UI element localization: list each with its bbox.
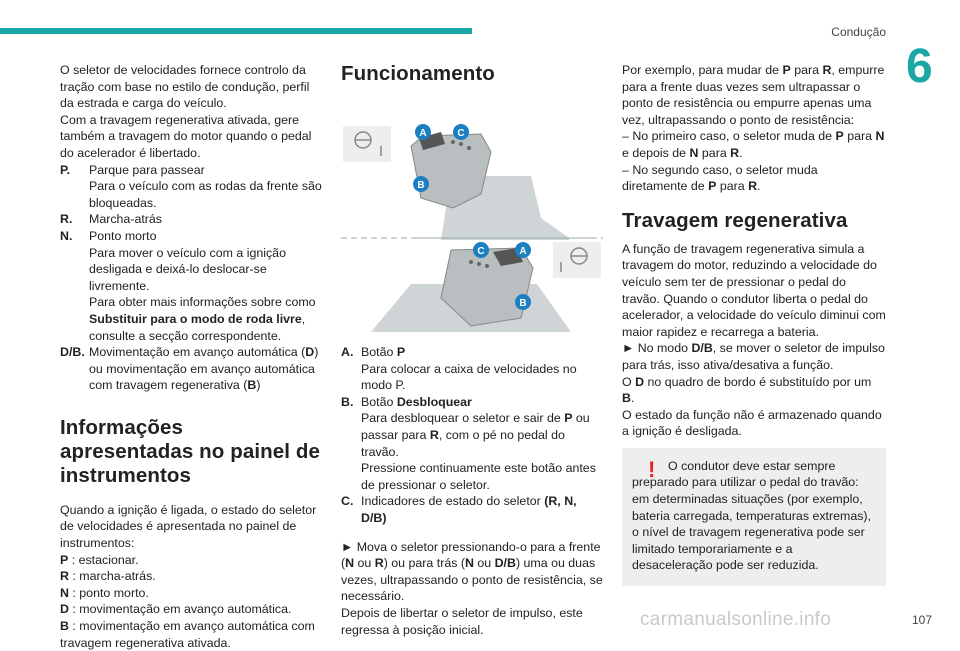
svg-text:A: A bbox=[419, 128, 427, 139]
watermark: carmanualsonline.info bbox=[640, 609, 832, 630]
panel-state-r: R : marcha-atrás. bbox=[60, 569, 156, 584]
panel-state-d: D : movimentação em avanço automática. bbox=[60, 602, 292, 617]
mode-item-p bbox=[60, 162, 322, 212]
instruction-paragraph: ► Mova o seletor pressionando-o para a frente (N ou R) ou para trás (N ou D/B) uma ou duas vezes, ultrapassando o ponto de resistência, se necessário. bbox=[341, 539, 603, 604]
page-number: 107 bbox=[912, 613, 933, 627]
steering-icon-top bbox=[343, 126, 391, 162]
intro-paragraph: Com a travagem regenerativa ativada, gere também a travagem do motor quando o pedal do acelerador é libertado. bbox=[60, 112, 312, 160]
svg-text:A: A bbox=[519, 246, 527, 257]
mode-title: Marcha-atrás bbox=[89, 212, 162, 227]
warning-text: O condutor deve estar sempre preparado para utilizar o pedal do travão: em determinadas situações (por exemplo, bateria carregada, temperaturas extremas), o nível de travagem regenerativa pode ser limitado temporariamente e a desaceleração pode ser reduzida. bbox=[632, 458, 871, 573]
mode-text: Para o veículo com as rodas da frente são bloqueadas. bbox=[89, 179, 322, 210]
intro-paragraph: O seletor de velocidades fornece controlo da tração com base no estilo de condução, perfil da estrada e carga do veículo. bbox=[60, 63, 310, 111]
release-paragraph: Depois de libertar o seletor de impulso, este regressa à posição inicial. bbox=[341, 605, 583, 637]
header-accent-bar bbox=[0, 28, 472, 34]
warning-box bbox=[622, 448, 886, 586]
column-1 bbox=[60, 62, 322, 651]
mode-text: Para mover o veículo com a ignição desligada e deixá-lo deslocar-se livremente. bbox=[89, 245, 286, 293]
regen-paragraph-3: O D no quadro de bordo é substituído por um B. bbox=[622, 374, 872, 406]
mode-item-r bbox=[60, 211, 322, 228]
panel-state-n: N : ponto morto. bbox=[60, 585, 149, 600]
mode-title: Parque para passear bbox=[89, 162, 205, 177]
legend-item-a: A. Botão P Para colocar a caixa de velocidades no modo P. bbox=[341, 345, 577, 393]
legend-list bbox=[341, 344, 603, 527]
mode-item-db: D/B. Movimentação em avanço automática (D) ou movimentação em avanço automática com travagem regenerativa (B) bbox=[60, 345, 319, 393]
svg-text:C: C bbox=[477, 246, 485, 257]
svg-text:B: B bbox=[519, 298, 527, 309]
legend-item-b: B. Botão Desbloquear Para desbloquear o seletor e sair de P ou passar para R, com o pé no pedal do travão. Pressione continuamente este botão antes de pressionar o seletor. bbox=[341, 394, 596, 492]
section-title: Condução bbox=[831, 25, 886, 39]
selector-bottom bbox=[371, 248, 571, 332]
svg-text:C: C bbox=[457, 128, 465, 139]
selector-top bbox=[411, 132, 591, 240]
panel-intro: Quando a ignição é ligada, o estado do seletor de velocidades é apresentada no painel de instrumentos: bbox=[60, 502, 317, 551]
panel-state-p: P : estacionar. bbox=[60, 552, 139, 567]
mode-title: Ponto morto bbox=[89, 228, 157, 243]
column-3 bbox=[622, 62, 886, 586]
regen-paragraph-2: ► No modo D/B, se mover o seletor de impulso para trás, isso ativa/desativa a função. bbox=[622, 341, 885, 372]
section-heading-operation: Funcionamento bbox=[341, 62, 495, 85]
warning-icon: ! bbox=[648, 456, 656, 482]
example-paragraph: Por exemplo, para mudar de P para R, empurre para a frente duas vezes sem ultrapassar o ponto de resistência ou empurre apenas uma vez, ultrapassando o ponto de resistência: bbox=[622, 63, 885, 127]
chapter-number: 6 bbox=[906, 40, 933, 93]
case-2: – No segundo caso, o seletor muda diretamente de P para R. bbox=[622, 162, 818, 194]
column-2 bbox=[341, 62, 603, 638]
mode-key: D/B. bbox=[60, 345, 85, 360]
regen-paragraph-4: O estado da função não é armazenado quando a ignição é desligada. bbox=[622, 407, 882, 439]
mode-item-n bbox=[60, 228, 322, 294]
legend-item-c: C. Indicadores de estado do seletor (R, N, D/B) bbox=[341, 494, 577, 525]
steering-icon-bottom bbox=[553, 242, 601, 278]
panel-state-list bbox=[60, 552, 322, 651]
mode-list bbox=[60, 162, 322, 394]
mode-desc bbox=[89, 228, 322, 294]
mode-desc bbox=[89, 162, 322, 212]
mode-key: R. bbox=[60, 212, 73, 227]
section-heading-regenerative: Travagem regenerativa bbox=[622, 208, 848, 232]
case-1: – No primeiro caso, o seletor muda de P para N e depois de N para R. bbox=[622, 129, 885, 160]
mode-key: P. bbox=[60, 162, 71, 177]
gear-selector-illustration bbox=[341, 98, 603, 336]
regen-paragraph-1: A função de travagem regenerativa simula a travagem do motor, reduzindo a velocidade do veículo sem ter de pressionar o pedal do travão. Quando o condutor liberta o pedal do acelerador, a velocidade do veículo diminui com maior rapidez e recarrega a bateria. bbox=[622, 241, 886, 339]
freewheel-note: Para obter mais informações sobre como Substituir para o modo de roda livre, consulte a secção correspondente. bbox=[89, 295, 316, 343]
mode-key: N. bbox=[60, 228, 73, 243]
gear-selector-drawing bbox=[341, 98, 603, 336]
svg-text:B: B bbox=[417, 180, 425, 191]
section-heading-instrument-panel: Informações apresentadas no painel de instrumentos bbox=[60, 415, 320, 487]
panel-state-b: B : movimentação em avanço automática com travagem regenerativa ativada. bbox=[60, 619, 315, 650]
freewheel-link-text: Substituir para o modo de roda livre bbox=[89, 311, 302, 326]
